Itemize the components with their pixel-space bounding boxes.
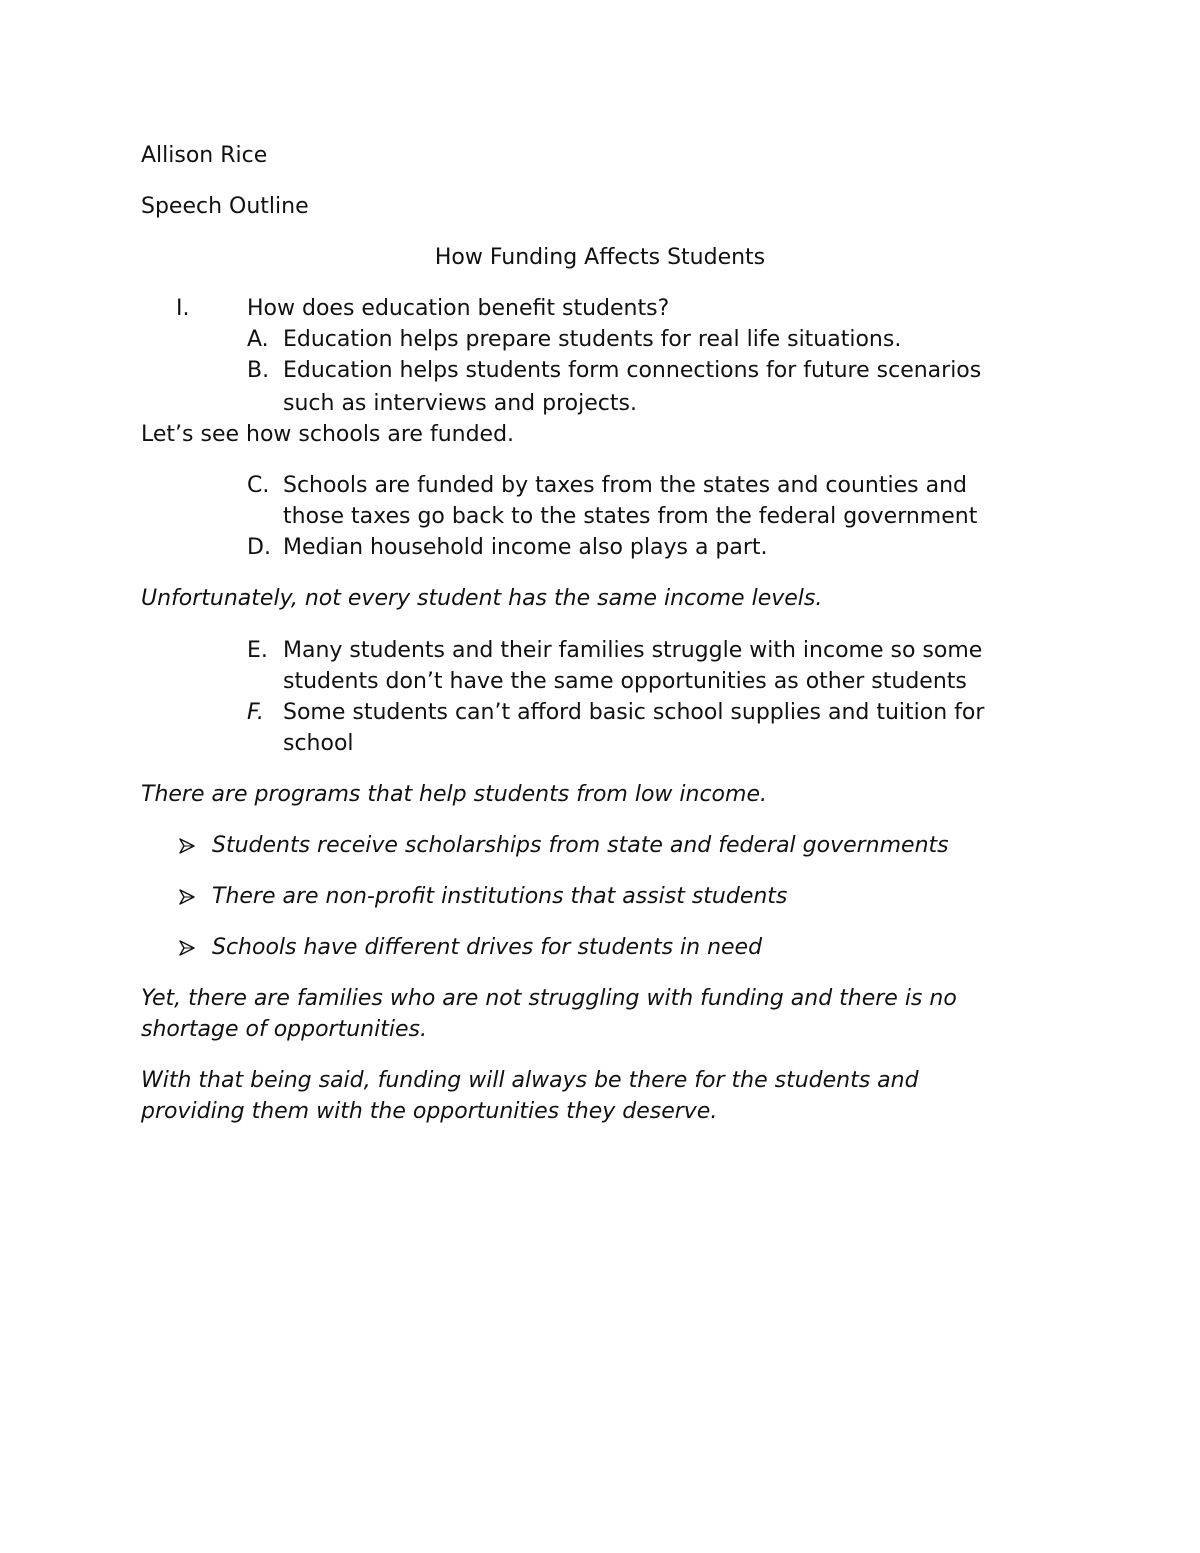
outline-letter-c: C. <box>247 473 270 498</box>
transition-programs: There are programs that help students from low income. <box>141 782 767 807</box>
document-title: How Funding Affects Students <box>434 245 766 270</box>
bullet-scholarships: Students receive scholarships from state and federal governments <box>212 833 949 858</box>
transition-funded: Let’s see how schools are funded. <box>141 422 515 447</box>
author-name: Allison Rice <box>141 143 268 168</box>
closing-para-1-line-1: Yet, there are families who are not struggling with funding and there is no <box>141 986 957 1011</box>
arrow-bullet-icon <box>178 888 196 906</box>
closing-para-2-line-2: providing them with the opportunities they deserve. <box>141 1099 718 1124</box>
bullet-drives: Schools have different drives for students in need <box>212 935 763 960</box>
outline-numeral-i: I. <box>176 296 190 321</box>
outline-heading-i: How does education benefit students? <box>247 296 670 321</box>
outline-item-c-line-2: those taxes go back to the states from the federal government <box>283 504 978 529</box>
outline-item-e-line-1: Many students and their families struggle with income so some <box>283 638 983 663</box>
outline-item-c-line-1: Schools are funded by taxes from the states and counties and <box>283 473 967 498</box>
closing-para-2-line-1: With that being said, funding will always be there for the students and <box>141 1068 919 1093</box>
outline-letter-d: D. <box>247 535 271 560</box>
outline-item-a-line-1: Education helps prepare students for real life situations. <box>283 327 902 352</box>
document-type: Speech Outline <box>141 194 309 219</box>
arrow-bullet-icon <box>178 939 196 957</box>
outline-item-b-line-1: Education helps students form connections for future scenarios <box>283 358 982 383</box>
outline-letter-b: B. <box>247 358 270 383</box>
arrow-bullet-icon <box>178 837 196 855</box>
outline-letter-a: A. <box>247 327 269 352</box>
outline-item-e-line-2: students don’t have the same opportunities as other students <box>283 669 967 694</box>
outline-item-b-line-2: such as interviews and projects. <box>283 391 637 416</box>
outline-item-f-line-1: Some students can’t afford basic school supplies and tuition for <box>283 700 985 725</box>
outline-letter-f: F. <box>247 700 264 725</box>
outline-item-f-line-2: school <box>283 731 354 756</box>
transition-income: Unfortunately, not every student has the same income levels. <box>141 586 823 611</box>
closing-para-1-line-2: shortage of opportunities. <box>141 1017 427 1042</box>
outline-letter-e: E. <box>247 638 268 663</box>
bullet-nonprofits: There are non-profit institutions that assist students <box>212 884 788 909</box>
outline-item-d-line-1: Median household income also plays a part. <box>283 535 768 560</box>
